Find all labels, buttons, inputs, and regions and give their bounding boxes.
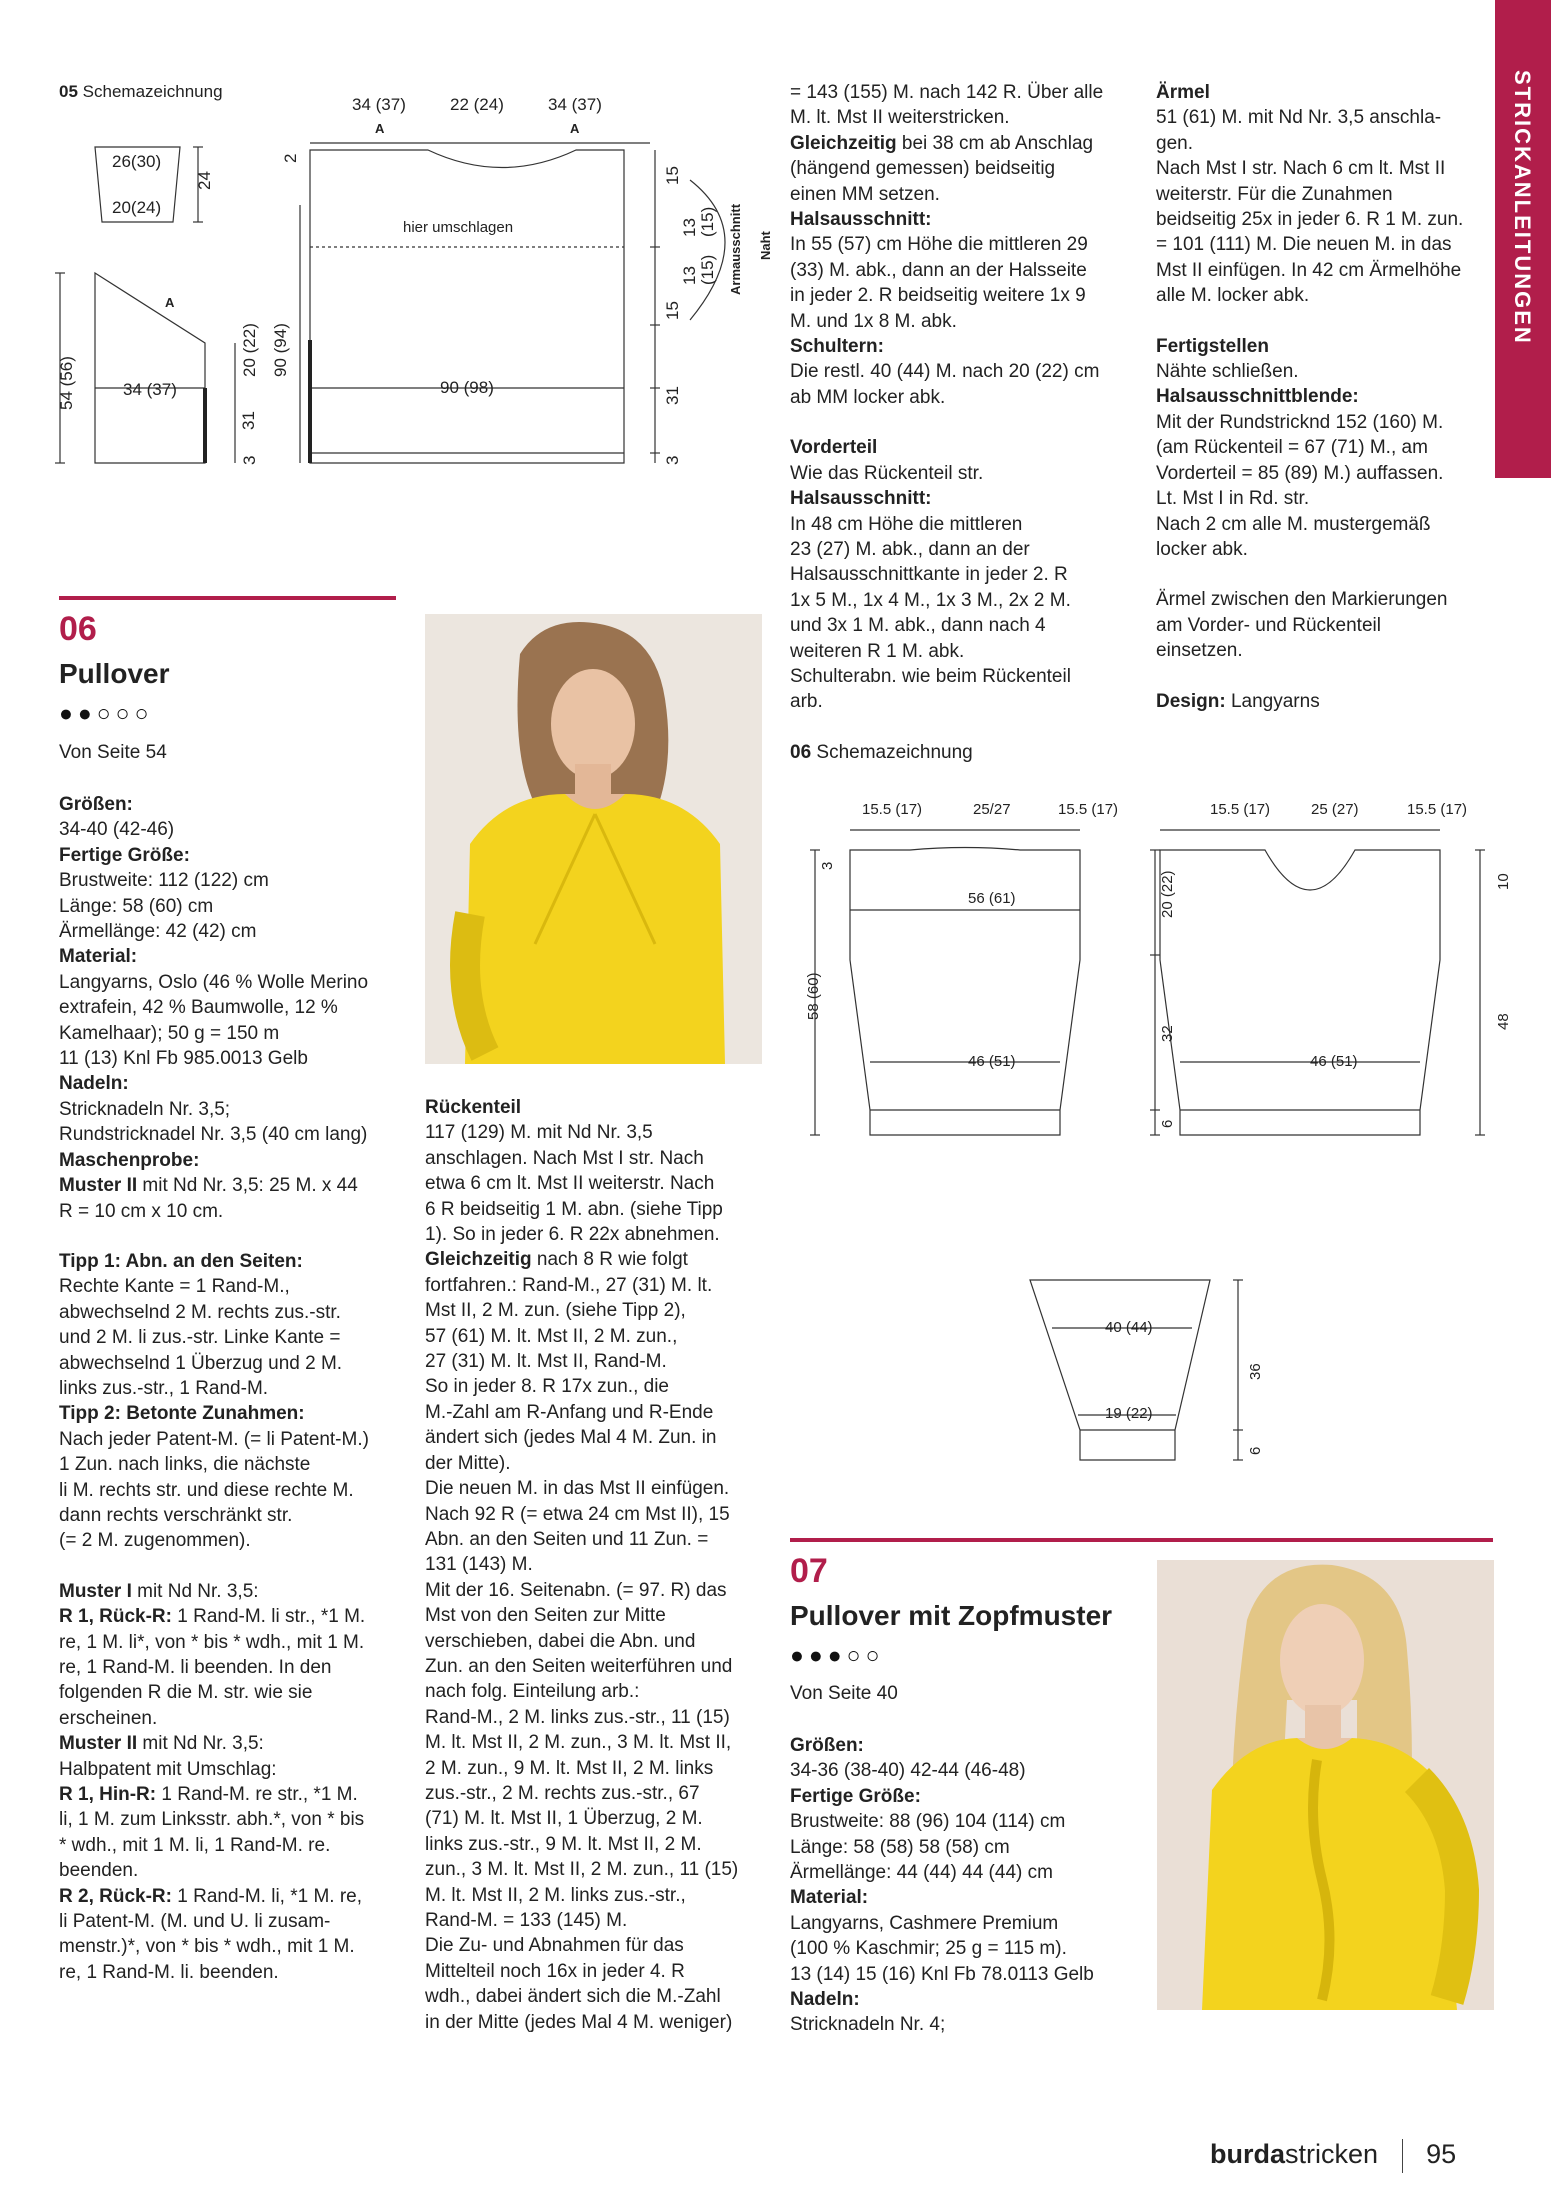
label-armausschnitt: Armausschnitt — [728, 203, 743, 295]
text-line: abwechselnd 2 M. rechts zus.-str. — [59, 1301, 341, 1323]
text-line: Mst II einfügen. In 42 cm Ärmelhöhe — [1156, 259, 1462, 281]
brand-bold: burda — [1210, 2139, 1286, 2170]
text-col3-bottom — [790, 1733, 1120, 2038]
text-line: Stricknadeln Nr. 3,5; — [59, 1098, 231, 1120]
text-line: R 2, Rück-R: 1 Rand-M. li, *1 M. re, — [59, 1885, 363, 1907]
text-line: einen MM setzen. — [790, 183, 940, 205]
text-line: nach folg. Einteilung arb.: — [425, 1681, 640, 1703]
label-w56: 56 (61) — [968, 890, 1016, 907]
text-line: und 3x 1 M. abk., dann nach 4 — [790, 615, 1046, 637]
label-20-22: 20 (22) — [240, 323, 259, 377]
text-line: Mit der 16. Seitenabn. (= 97. R) das — [425, 1579, 727, 1601]
label-s19: 19 (22) — [1105, 1405, 1153, 1422]
text-line: (100 % Kaschmir; 25 g = 115 m). — [790, 1938, 1067, 1960]
text-line: Schulterabn. wie beim Rückenteil — [790, 665, 1071, 687]
text-line: links zus.-str., 9 M. lt. Mst II, 2 M. — [425, 1833, 702, 1855]
brand-rest: stricken — [1285, 2139, 1379, 2170]
text-line: Nach 92 R (= etwa 24 cm Mst II), 15 — [425, 1503, 730, 1525]
text-line: folgenden R die M. str. wie sie — [59, 1682, 313, 1704]
text-line: links zus.-str., 1 Rand-M. — [59, 1377, 269, 1399]
text-line — [59, 1554, 404, 1579]
page-number: 95 — [1426, 2139, 1457, 2170]
text-line: (71) M. lt. Mst II, 1 Überzug, 2 M. — [425, 1808, 703, 1830]
label-s6: 6 — [1247, 1446, 1264, 1455]
label-t5: 25 (27) — [1311, 801, 1359, 818]
text-line: M. lt. Mst II, 2 M. links zus.-str., — [425, 1884, 686, 1906]
text-line: Design: Langyarns — [1156, 690, 1320, 712]
text-line: 1x 5 M., 1x 4 M., 1x 3 M., 2x 2 M. — [790, 589, 1071, 611]
item-number-06: 06 — [59, 610, 97, 648]
text-line: Vorderteil — [790, 437, 878, 459]
text-line: (= 2 M. zugenommen). — [59, 1530, 251, 1552]
text-line: M. lt. Mst II weiterstricken. — [790, 107, 1010, 129]
text-line: beenden. — [59, 1860, 139, 1882]
label-t1: 15.5 (17) — [862, 801, 923, 818]
label-left-length: 54 (56) — [57, 356, 76, 410]
text-line: Brustweite: 112 (122) cm — [59, 870, 269, 892]
label-sleeve-top: 26(30) — [112, 152, 162, 171]
text-line: Nähte schließen. — [1156, 361, 1299, 383]
text-line: Lt. Mst I in Rd. str. — [1156, 488, 1310, 510]
text-line: menstr.)*, von * bis * wdh., mit 1 M. — [59, 1936, 355, 1958]
label-s40: 40 (44) — [1105, 1319, 1153, 1336]
text-line: (am Rückenteil = 67 (71) M., am — [1156, 437, 1428, 459]
text-line: weiteren R 1 M. abk. — [790, 640, 965, 662]
section-tab — [1495, 0, 1551, 478]
text-col4-top — [1156, 80, 1496, 714]
sweater-shape — [465, 794, 725, 1064]
label-90-94: 90 (94) — [271, 323, 290, 377]
text-line: R = 10 cm x 10 cm. — [59, 1200, 224, 1222]
label-r15: 15 — [663, 166, 682, 185]
text-line: 1). So in jeder 6. R 22x abnehmen. — [425, 1224, 720, 1246]
text-line: Gleichzeitig bei 38 cm ab Anschlag — [790, 132, 1094, 154]
text-line — [1156, 309, 1496, 334]
text-line: li, 1 M. zum Linksstr. abh.*, von * bis — [59, 1809, 365, 1831]
text-line: Schultern: — [790, 336, 884, 358]
text-line — [1156, 664, 1496, 689]
text-line: Rechte Kante = 1 Rand-M., — [59, 1276, 290, 1298]
label-v10: 10 — [1495, 873, 1512, 890]
text-line: Größen: — [790, 1735, 864, 1756]
text-line: Die Zu- und Abnahmen für das — [425, 1935, 684, 1957]
label-t6: 15.5 (17) — [1407, 801, 1468, 818]
body-shape — [310, 150, 624, 463]
label-A-2: A — [570, 121, 580, 136]
schema05-number: 05 — [59, 82, 78, 101]
photo-pullover-07 — [1157, 1560, 1494, 2010]
text-line: 57 (61) M. lt. Mst II, 2 M. zun., — [425, 1325, 678, 1347]
text-line: Muster II mit Nd Nr. 3,5: 25 M. x 44 — [59, 1175, 358, 1197]
text-line: re, 1 Rand-M. li. beenden. — [59, 1961, 279, 1983]
label-v3: 3 — [819, 861, 836, 870]
text-line: In 48 cm Höhe die mittleren — [790, 513, 1023, 535]
text-line: Fertigstellen — [1156, 335, 1269, 357]
text-line: Muster I mit Nd Nr. 3,5: — [59, 1580, 259, 1602]
label-r3: 3 — [663, 455, 682, 465]
label-3-left: 3 — [240, 455, 259, 465]
label-v32: 32 — [1159, 1025, 1176, 1042]
text-line — [1156, 562, 1496, 587]
label-naht: Naht — [758, 231, 773, 260]
text-col2-body — [425, 1095, 770, 2035]
section-rule-07 — [790, 1538, 1493, 1542]
text-col3-top — [790, 80, 1130, 715]
text-line: ändert sich (jedes Mal 4 M. Zun. in — [425, 1427, 717, 1449]
text-line: Halbpatent mit Umschlag: — [59, 1758, 277, 1780]
label-v58: 58 (60) — [805, 972, 822, 1020]
page-footer — [1210, 2139, 1456, 2173]
label-r13b: 13 — [680, 266, 699, 285]
text-line: verschieben, dabei die Abn. und — [425, 1630, 696, 1652]
photo-pullover-06 — [425, 614, 762, 1064]
text-line: In 55 (57) cm Höhe die mittleren 29 — [790, 234, 1088, 256]
text-line: Nach jeder Patent-M. (= li Patent-M.) — [59, 1428, 369, 1450]
text-line: Fertige Größe: — [790, 1785, 921, 1807]
text-line: M. lt. Mst II, 2 M. zun., 3 M. lt. Mst II, — [425, 1732, 732, 1754]
text-line: fortfahren.: Rand-M., 27 (31) M. lt. — [425, 1274, 713, 1296]
text-line: Halsausschnitt: — [790, 488, 932, 510]
difficulty-rating-06: ●●○○○ — [59, 700, 154, 726]
item-number-07: 07 — [790, 1552, 828, 1590]
from-page-06: Von Seite 54 — [59, 742, 167, 763]
text-line: Länge: 58 (58) 58 (58) cm — [790, 1836, 1010, 1858]
schema06-caption — [790, 742, 973, 764]
text-line: zus.-str., 2 M. rechts zus.-str., 67 — [425, 1782, 700, 1804]
text-line: Größen: — [59, 794, 133, 815]
text-line: 34-40 (42-46) — [59, 819, 175, 841]
schema06-diagram — [790, 790, 1520, 1510]
label-hier-umschlagen: hier umschlagen — [403, 219, 514, 236]
text-line: ab MM locker abk. — [790, 386, 946, 408]
text-line: 23 (27) M. abk., dann an der — [790, 538, 1030, 560]
text-line: (33) M. abk., dann an der Halsseite — [790, 259, 1087, 281]
text-line: Material: — [790, 1887, 869, 1909]
text-line: Wie das Rückenteil str. — [790, 462, 984, 484]
schema06-number: 06 — [790, 742, 812, 763]
text-line: li M. rechts str. und diese rechte M. — [59, 1479, 354, 1501]
section-rule-06 — [59, 596, 396, 600]
text-line: zun., 3 M. lt. Mst II, 2 M. zun., 11 (15) — [425, 1859, 739, 1881]
text-line: R 1, Rück-R: 1 Rand-M. li str., *1 M. — [59, 1606, 366, 1628]
text-line: etwa 6 cm lt. Mst II weiterstr. Nach — [425, 1173, 715, 1195]
label-r13: 13 — [680, 218, 699, 237]
text-line: abwechselnd 1 Überzug und 2 M. — [59, 1352, 343, 1374]
label-left-width: 34 (37) — [123, 380, 177, 399]
text-line: 131 (143) M. — [425, 1554, 533, 1576]
schema05-title: Schemazeichnung — [82, 82, 223, 101]
label-r15c: (15) — [698, 254, 717, 285]
label-w46a: 46 (51) — [968, 1053, 1016, 1070]
text-line: Tipp 2: Betonte Zunahmen: — [59, 1403, 305, 1425]
label-A-left: A — [165, 295, 175, 310]
text-line: M. und 1x 8 M. abk. — [790, 310, 957, 332]
text-line: Nadeln: — [59, 1073, 129, 1095]
text-line: 13 (14) 15 (16) Knl Fb 78.0113 Gelb — [790, 1963, 1094, 1985]
label-top-left: 34 (37) — [352, 95, 406, 114]
text-line: Zun. an den Seiten weiterführen und — [425, 1655, 733, 1677]
text-line: Halsausschnitt: — [790, 209, 932, 231]
label-v48: 48 — [1495, 1013, 1512, 1030]
text-line: Rand-M., 2 M. links zus.-str., 11 (15) — [425, 1706, 730, 1728]
text-line: Rundstricknadel Nr. 3,5 (40 cm lang) — [59, 1124, 368, 1146]
text-line: wdh., dabei ändert sich die M.-Zahl — [425, 1986, 721, 2008]
text-line: Brustweite: 88 (96) 104 (114) cm — [790, 1811, 1066, 1833]
text-line: = 101 (111) M. Die neuen M. in das — [1156, 234, 1452, 256]
text-line: Mst II, 2 M. zun. (siehe Tipp 2), — [425, 1300, 686, 1322]
text-line: in jeder 2. R beidseitig weitere 1x 9 — [790, 285, 1086, 307]
item-title-07: Pullover mit Zopfmuster — [790, 1600, 1113, 1631]
text-line: (hängend gemessen) beidseitig — [790, 158, 1056, 180]
text-line: M.-Zahl am R-Anfang und R-Ende — [425, 1401, 714, 1423]
text-line: Die neuen M. in das Mst II einfügen. — [425, 1478, 730, 1500]
text-line: Mit der Rundstricknd 152 (160) M. — [1156, 411, 1444, 433]
text-line: R 1, Hin-R: 1 Rand-M. re str., *1 M. — [59, 1784, 358, 1806]
text-line: weiterstr. Für die Zunahmen — [1156, 183, 1393, 205]
label-t3: 15.5 (17) — [1058, 801, 1119, 818]
footer-divider — [1402, 2139, 1403, 2173]
text-line: anschlagen. Nach Mst I str. Nach — [425, 1147, 704, 1169]
text-line: Ärmel — [1156, 82, 1210, 103]
label-top-right: 34 (37) — [548, 95, 602, 114]
text-line: Ärmel zwischen den Markierungen — [1156, 589, 1448, 611]
text-line: extrafein, 42 % Baumwolle, 12 % — [59, 997, 338, 1019]
text-line: Langyarns, Cashmere Premium — [790, 1912, 1059, 1934]
label-v20: 20 (22) — [1159, 870, 1176, 918]
text-line: re, 1 Rand-M. li beenden. In den — [59, 1657, 332, 1678]
label-r15b: (15) — [698, 206, 717, 237]
label-t2: 25/27 — [973, 801, 1011, 818]
text-line: Material: — [59, 946, 138, 968]
label-r15d: 15 — [663, 301, 682, 320]
text-line: 11 (13) Knl Fb 985.0013 Gelb — [59, 1048, 308, 1070]
label-v6: 6 — [1159, 1119, 1176, 1128]
schema05-diagram — [50, 85, 780, 485]
text-line — [59, 1224, 404, 1249]
text-line: Fertige Größe: — [59, 844, 190, 866]
difficulty-rating-07: ●●●○○ — [790, 1642, 885, 1668]
text-line: Kamelhaar); 50 g = 150 m — [59, 1022, 280, 1044]
label-s36: 36 — [1247, 1363, 1264, 1380]
text-col1-body — [59, 792, 404, 1985]
text-line: Stricknadeln Nr. 4; — [790, 2014, 946, 2036]
text-line: locker abk. — [1156, 538, 1248, 560]
text-line: 1 Zun. nach links, die nächste — [59, 1454, 311, 1476]
text-line: Rückenteil — [425, 1097, 522, 1118]
label-2: 2 — [281, 153, 300, 163]
text-line: in der Mitte (jedes Mal 4 M. weniger) — [425, 2011, 733, 2033]
text-line: dann rechts verschränkt str. — [59, 1504, 293, 1526]
left-piece-shape — [95, 273, 205, 463]
text-line: 51 (61) M. mit Nd Nr. 3,5 anschla- — [1156, 107, 1442, 129]
text-line: Halsausschnittblende: — [1156, 386, 1359, 408]
text-line: Länge: 58 (60) cm — [59, 895, 214, 917]
text-line: So in jeder 8. R 17x zun., die — [425, 1376, 669, 1398]
label-sleeve-bottom: 20(24) — [112, 198, 162, 217]
text-line: 34-36 (38-40) 42-44 (46-48) — [790, 1760, 1026, 1782]
text-line: Mittelteil noch 16x in jeder 4. R — [425, 1960, 685, 1982]
text-line: gen. — [1156, 132, 1193, 154]
text-line: * wdh., mit 1 M. li, 1 Rand-M. re. — [59, 1834, 331, 1856]
text-line: arb. — [790, 691, 823, 713]
text-line: am Vorder- und Rückenteil — [1156, 614, 1381, 636]
text-line: Nach Mst I str. Nach 6 cm lt. Mst II — [1156, 158, 1446, 180]
text-line: 2 M. zun., 9 M. lt. Mst II, 2 M. links — [425, 1757, 714, 1779]
text-line: Die restl. 40 (44) M. nach 20 (22) cm — [790, 361, 1100, 383]
text-line: Nach 2 cm alle M. mustergemäß — [1156, 513, 1431, 535]
text-line: Muster II mit Nd Nr. 3,5: — [59, 1733, 264, 1755]
label-31-left: 31 — [239, 411, 258, 430]
label-top-mid: 22 (24) — [450, 95, 504, 114]
from-page-07: Von Seite 40 — [790, 1683, 898, 1704]
label-sleeve-h: 24 — [195, 171, 214, 190]
text-line: Nadeln: — [790, 1989, 860, 2011]
label-width-90-98: 90 (98) — [440, 378, 494, 397]
label-r31: 31 — [663, 386, 682, 405]
text-line: Abn. an den Seiten und 11 Zun. = — [425, 1528, 709, 1550]
text-line: einsetzen. — [1156, 640, 1243, 662]
text-line: 27 (31) M. lt. Mst II, Rand-M. — [425, 1351, 667, 1373]
text-line: Ärmellänge: 42 (42) cm — [59, 921, 257, 943]
text-line: Mst von den Seiten zur Mitte — [425, 1605, 666, 1627]
text-line: alle M. locker abk. — [1156, 285, 1310, 307]
text-line: Gleichzeitig nach 8 R wie folgt — [425, 1249, 688, 1271]
text-line: Halsausschnittkante in jeder 2. R — [790, 564, 1068, 586]
text-line: erscheinen. — [59, 1707, 158, 1729]
text-line: Langyarns, Oslo (46 % Wolle Merino — [59, 971, 369, 993]
text-line: Rand-M. = 133 (145) M. — [425, 1910, 628, 1931]
text-line: 117 (129) M. mit Nd Nr. 3,5 — [425, 1122, 653, 1144]
text-line: Vorderteil = 85 (89) M.) auffassen. — [1156, 462, 1444, 484]
section-tab-label: STRICKANLEITUNGEN — [1510, 70, 1535, 345]
text-line: und 2 M. li zus.-str. Linke Kante = — [59, 1327, 341, 1349]
schema06-title: Schemazeichnung — [816, 742, 973, 763]
text-line: li Patent-M. (M. und U. li zusam- — [59, 1911, 331, 1933]
item-title-06: Pullover — [59, 658, 170, 689]
label-w46b: 46 (51) — [1310, 1053, 1358, 1070]
text-line: der Mitte). — [425, 1452, 511, 1474]
text-line: beidseitig 25x in jeder 6. R 1 M. zun. — [1156, 209, 1464, 231]
label-A-1: A — [375, 121, 385, 136]
text-line: Tipp 1: Abn. an den Seiten: — [59, 1250, 303, 1272]
text-line: re, 1 M. li*, von * bis * wdh., mit 1 M. — [59, 1631, 365, 1653]
text-line: Maschenprobe: — [59, 1149, 200, 1171]
text-line — [790, 410, 1130, 435]
text-line: Ärmellänge: 44 (44) 44 (44) cm — [790, 1862, 1053, 1884]
text-line: = 143 (155) M. nach 142 R. Über alle — [790, 82, 1104, 103]
text-line: 6 R beidseitig 1 M. abn. (siehe Tipp — [425, 1198, 723, 1220]
label-t4: 15.5 (17) — [1210, 801, 1271, 818]
